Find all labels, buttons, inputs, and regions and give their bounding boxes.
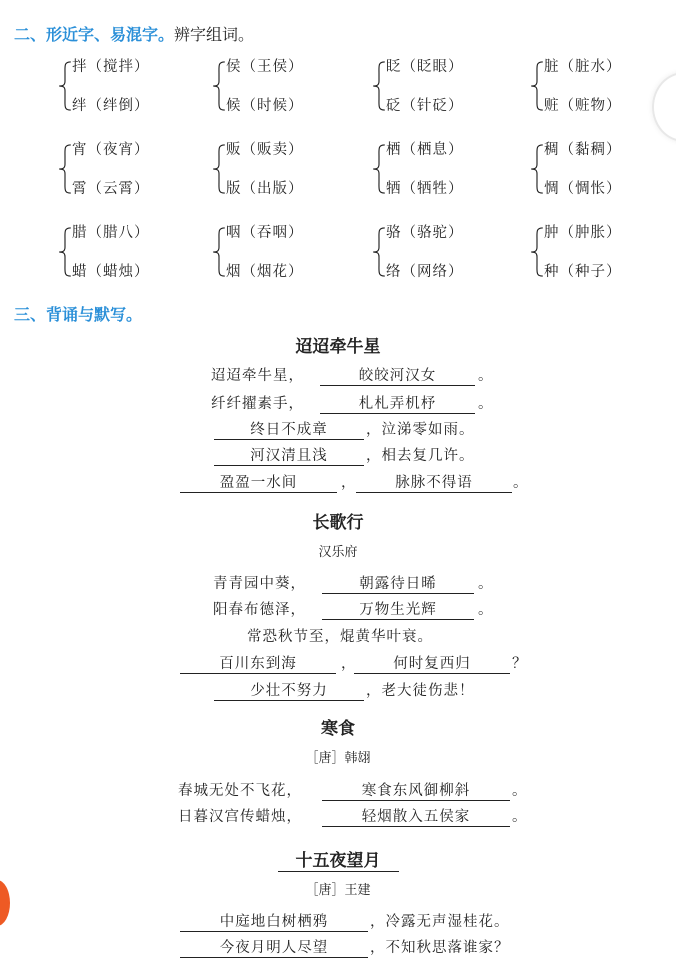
section-3-heading: 三、背诵与默写。 [14, 305, 143, 324]
section-2-heading: 二、形近字、易混字。辨字组词。 [14, 25, 255, 44]
brace-icon [58, 226, 72, 278]
brace-icon [212, 226, 226, 278]
answer-blank: 札札弄机杼 [320, 392, 475, 414]
brace-icon [530, 143, 544, 195]
poem-author: 汉乐府 [318, 545, 358, 560]
char-pair-group [372, 224, 522, 284]
poem-title: 迢迢牵牛星 [295, 337, 381, 357]
char-pair-group [212, 224, 362, 284]
brace-icon [58, 143, 72, 195]
char-word-b: 烟（烟花） [226, 264, 304, 280]
char-word-b: 络（网络） [386, 264, 464, 280]
char-pair-group [372, 58, 522, 118]
char-word-a: 稠（黏稠） [544, 142, 622, 158]
poem-author: ［唐］王建 [305, 883, 371, 898]
char-pair-group [58, 224, 208, 284]
answer-blank: 轻烟散入五侯家 [322, 805, 510, 827]
poem-author: ［唐］韩翃 [305, 751, 371, 766]
char-pair-group [530, 141, 676, 201]
answer-blank: 皎皎河汉女 [320, 364, 475, 386]
char-word-b: 砭（针砭） [386, 98, 464, 114]
char-pair-group [58, 141, 208, 201]
char-pair-group [530, 58, 676, 118]
answer-blank: 寒食东风御柳斜 [322, 779, 510, 801]
brace-icon [372, 143, 386, 195]
char-word-b: 候（时候） [226, 98, 304, 114]
brace-icon [372, 60, 386, 112]
char-word-a: 贩（贩卖） [226, 142, 304, 158]
char-word-b: 赃（赃物） [544, 98, 622, 114]
poem-title: 长歌行 [312, 513, 364, 533]
char-word-a: 咽（吞咽） [226, 225, 304, 241]
char-word-a: 拌（搅拌） [72, 59, 150, 75]
char-word-b: 版（出版） [226, 181, 304, 197]
char-word-a: 肿（肿胀） [544, 225, 622, 241]
char-word-a: 腊（腊八） [72, 225, 150, 241]
char-pair-group [530, 224, 676, 284]
char-word-b: 种（种子） [544, 264, 622, 280]
answer-blank: 终日不成章 [214, 418, 364, 440]
char-pair-group [58, 58, 208, 118]
brace-icon [530, 226, 544, 278]
char-word-a: 栖（栖息） [386, 142, 464, 158]
char-word-b: 绊（绊倒） [72, 98, 150, 114]
answer-blank: 何时复西归 [354, 652, 510, 674]
answer-blank: 今夜月明人尽望 [180, 936, 368, 958]
answer-blank: 脉脉不得语 [356, 471, 512, 493]
char-word-a: 宵（夜宵） [72, 142, 150, 158]
char-word-a: 脏（脏水） [544, 59, 622, 75]
char-word-b: 蜡（蜡烛） [72, 264, 150, 280]
char-word-a: 眨（眨眼） [386, 59, 464, 75]
brace-icon [372, 226, 386, 278]
answer-blank: 河汉清且浅 [214, 444, 364, 466]
poem-title: 寒食 [321, 719, 355, 739]
char-word-a: 骆（骆驼） [386, 225, 464, 241]
answer-blank: 百川东到海 [180, 652, 336, 674]
answer-blank: 朝露待日晞 [322, 572, 474, 594]
poem-title: 十五夜望月 [0, 846, 676, 872]
char-pair-group [212, 58, 362, 118]
answer-blank: 少壮不努力 [214, 679, 364, 701]
char-word-a: 侯（王侯） [226, 59, 304, 75]
brace-icon [58, 60, 72, 112]
brace-icon [212, 143, 226, 195]
char-pair-group [212, 141, 362, 201]
char-word-b: 牺（牺牲） [386, 181, 464, 197]
answer-blank: 盈盈一水间 [180, 471, 337, 493]
brace-icon [530, 60, 544, 112]
char-pair-group [372, 141, 522, 201]
char-word-b: 惆（惆怅） [544, 181, 622, 197]
answer-blank: 万物生光辉 [322, 598, 474, 620]
answer-blank: 中庭地白树栖鸦 [180, 910, 368, 932]
char-word-b: 霄（云霄） [72, 181, 150, 197]
brace-icon [212, 60, 226, 112]
